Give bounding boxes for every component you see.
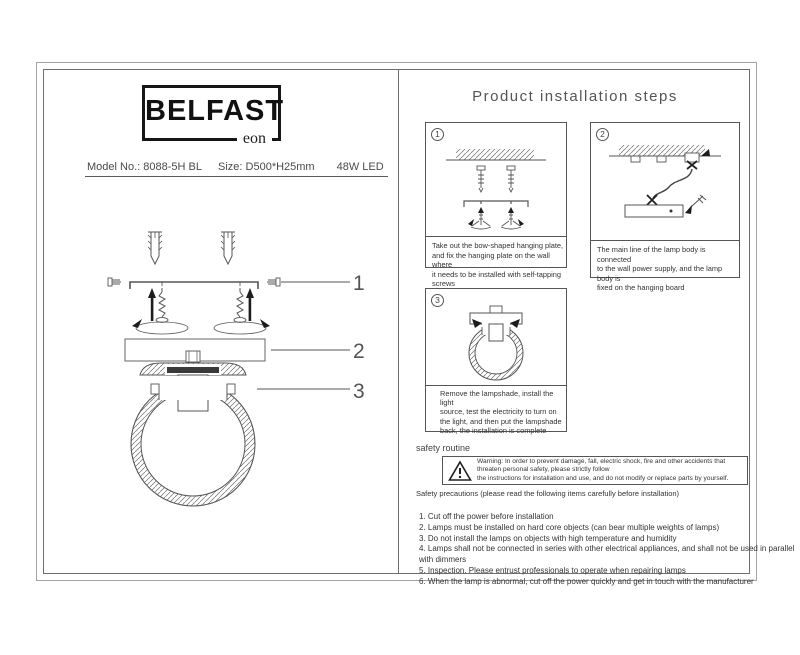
model-spec-line	[85, 161, 388, 177]
hanging-plate	[130, 282, 258, 289]
part-label-1: 1	[353, 272, 365, 295]
mounting-screw-icon	[132, 288, 188, 334]
power-spec: 48W LED	[336, 161, 384, 173]
step-number-badge: 1	[431, 128, 444, 141]
part-label-2: 2	[353, 340, 365, 363]
part-label-3: 3	[353, 380, 365, 403]
precaution-item: 3. Do not install the lamps on objects with high temperature and humidity	[419, 533, 677, 543]
step2-illustration	[591, 123, 739, 241]
warning-text: Warning: In order to prevent damage, fall, electric shock, fire and other accidents that threaten personal safety, please strictly follow the instructions for installation and use, and do not modify or replace parts by yourself.	[477, 457, 729, 482]
step-box-1	[425, 122, 567, 289]
model-number: Model No.: 8088-5H BL	[87, 161, 202, 173]
wall-anchor-icon	[148, 232, 162, 264]
exploded-lamp-diagram	[45, 212, 395, 552]
step-number-badge: 2	[596, 128, 609, 141]
precaution-item: 1. Cut off the power before installation	[419, 512, 554, 521]
precautions-heading: Safety precautions (please read the following items carefully before installation)	[416, 489, 680, 498]
anchor-up-icon	[468, 207, 491, 229]
lampshade-ring	[131, 376, 255, 506]
step3-caption: Remove the lampshade, install the light source, test the electricity to turn on the light, and then put the lampshade back, the installation is complete	[426, 385, 566, 431]
screw-down-icon	[507, 166, 515, 192]
screw-down-icon	[477, 166, 485, 192]
wire-twist-icon	[647, 195, 657, 205]
step-box-3	[425, 288, 567, 435]
safety-routine-label: safety routine	[416, 443, 471, 453]
lamp-body	[625, 205, 683, 217]
warning-box	[442, 456, 748, 485]
precautions-list	[419, 512, 800, 588]
step3-illustration	[426, 289, 566, 397]
step-number-badge: 3	[431, 294, 444, 307]
socket-small	[489, 324, 503, 341]
warning-triangle-icon	[443, 460, 477, 482]
precaution-item: 6. When the lamp is abnormal, cut off the power quickly and get in touch with the manufacturer	[419, 576, 754, 586]
side-screw-icon	[267, 278, 280, 286]
size-spec: Size: D500*H25mm	[217, 161, 315, 173]
brand-subname: eon	[237, 130, 272, 148]
precaution-item: 4. Lamps shall not be connected in series with other electrical appliances, and shall not be used in parallel with dimmers	[419, 544, 795, 565]
anchor-up-icon	[501, 207, 524, 229]
precaution-item: 2. Lamps must be installed on hard core objects (can bear multiple weights of lamps)	[419, 522, 720, 532]
fixing-screw-icon	[685, 195, 706, 214]
panel-divider	[398, 70, 399, 574]
wall-anchor-icon	[221, 232, 235, 264]
mounting-screw-icon	[214, 288, 270, 334]
brand-name: BELFAST	[145, 95, 285, 127]
power-wire	[653, 169, 692, 198]
step1-caption: Take out the bow-shaped hanging plate, and fix the hanging plate on the wall where it needs to be installed with self-tapping screws	[426, 236, 566, 267]
brand-logo	[142, 85, 285, 147]
step2-caption: The main line of the lamp body is connected to the wall power supply, and the lamp body is fixed on the hanging board	[591, 240, 739, 277]
precaution-item: 5. Inspection. Please entrust professionals to operate when repairing lamps	[419, 565, 686, 575]
page-title: Product installation steps	[472, 88, 678, 105]
bracket-line	[464, 201, 528, 207]
step1-illustration	[426, 123, 566, 236]
step-box-2	[590, 122, 740, 293]
side-screw-icon	[108, 278, 121, 286]
